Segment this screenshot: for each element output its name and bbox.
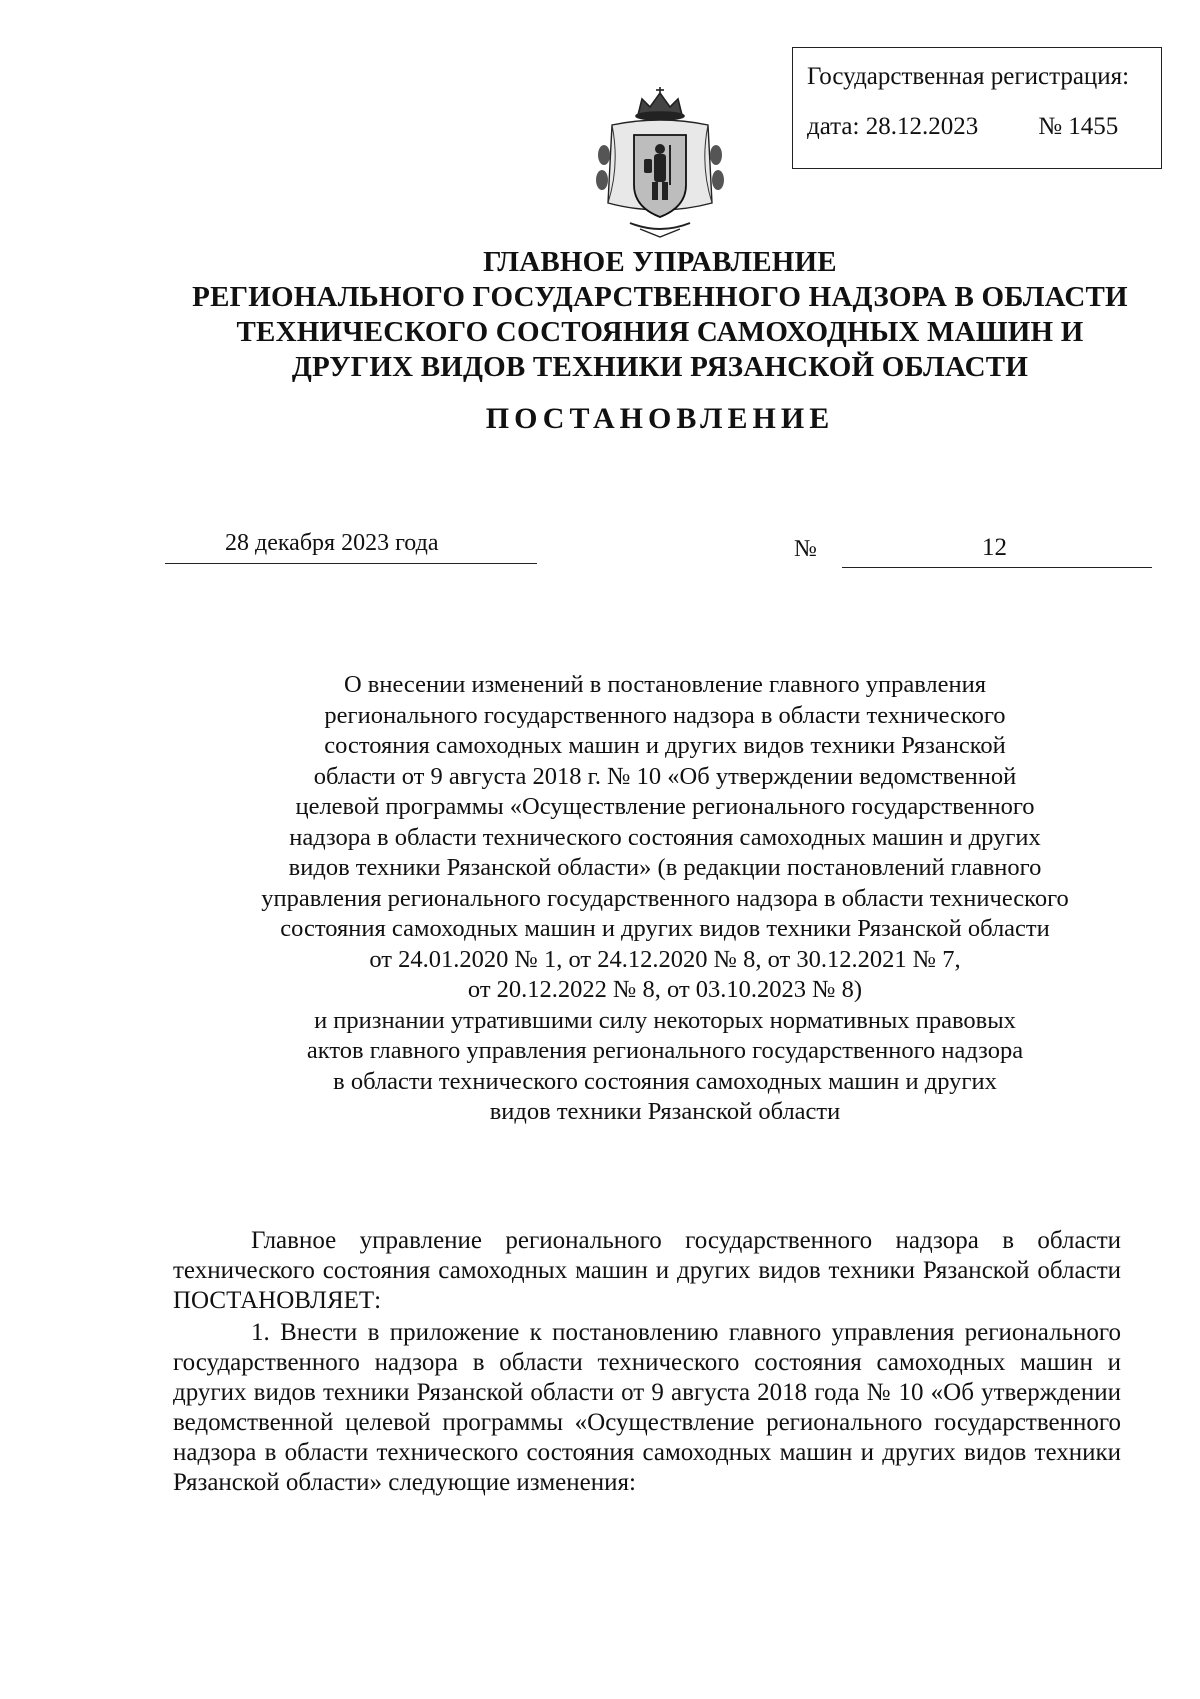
document-type: ПОСТАНОВЛЕНИЕ	[485, 402, 835, 435]
org-title-line: РЕГИОНАЛЬНОГО ГОСУДАРСТВЕННОГО НАДЗОРА В ОБЛАСТИ	[192, 281, 1128, 313]
subject-line: состояния самоходных машин и других видов техники Рязанской	[324, 732, 1006, 759]
subject-line: области от 9 августа 2018 г. № 10 «Об утверждении ведомственной	[313, 762, 1017, 790]
org-title-line: ТЕХНИЧЕСКОГО СОСТОЯНИЯ САМОХОДНЫХ МАШИН И	[236, 316, 1084, 348]
organization-title	[0, 245, 1200, 385]
org-title-line: ДРУГИХ ВИДОВ ТЕХНИКИ РЯЗАНСКОЙ ОБЛАСТИ	[291, 351, 1029, 383]
registration-title: Государственная регистрация:	[807, 63, 1130, 90]
document-body	[173, 1226, 1121, 1498]
subject-line: в области технического состояния самоходных машин и других	[333, 1067, 997, 1095]
coat-of-arms-icon	[590, 85, 730, 240]
subject-line: надзора в области технического состояния самоходных машин и других	[289, 823, 1041, 851]
subject-line: О внесении изменений в постановление главного управления	[343, 671, 987, 698]
registration-date: дата: 28.12.2023	[807, 113, 979, 140]
subject-line: управления регионального государственного надзора в области технического	[261, 884, 1069, 912]
subject-line: от 24.01.2020 № 1, от 24.12.2020 № 8, от 30.12.2021 № 7,	[369, 945, 961, 973]
document-subject	[140, 670, 1190, 1128]
org-title-line: ГЛАВНОЕ УПРАВЛЕНИЕ	[483, 246, 837, 278]
subject-line: от 20.12.2022 № 8, от 03.10.2023 № 8)	[467, 976, 863, 1003]
registration-number: № 1455	[1038, 113, 1119, 140]
registration-stamp	[792, 47, 1162, 169]
subject-line: целевой программы «Осуществление регионального государственного	[295, 793, 1035, 820]
subject-line: видов техники Рязанской области» (в редакции постановлений главного	[288, 854, 1042, 881]
subject-line: актов главного управления регионального государственного надзора	[306, 1037, 1024, 1064]
subject-line: и признании утратившими силу некоторых нормативных правовых	[314, 1006, 1016, 1034]
registration-details	[807, 112, 1161, 142]
document-date: 28 декабря 2023 года	[165, 528, 537, 564]
document-number: 12	[842, 532, 1152, 568]
number-sign: №	[794, 536, 817, 562]
subject-line: состояния самоходных машин и других видов техники Рязанской области	[280, 915, 1050, 942]
subject-line: регионального государственного надзора в области технического	[324, 701, 1006, 729]
body-paragraph: 1. Внести в приложение к постановлению главного управления регионального государственного надзора в области технического состояния самоходных машин и других видов техники Рязанской области от 9 августа 2018 года № 10 «Об утверждении ведомственной целевой программы «Осуществление регионального государственного надзора в области технического состояния самоходных машин и других видов техники Рязанской области» следующие изменения:	[173, 1319, 1121, 1496]
body-paragraph: Главное управление регионального государственного надзора в области технического состояния самоходных машин и других видов техники Рязанской области ПОСТАНОВЛЯЕТ:	[173, 1227, 1121, 1314]
subject-line: видов техники Рязанской области	[489, 1098, 841, 1125]
